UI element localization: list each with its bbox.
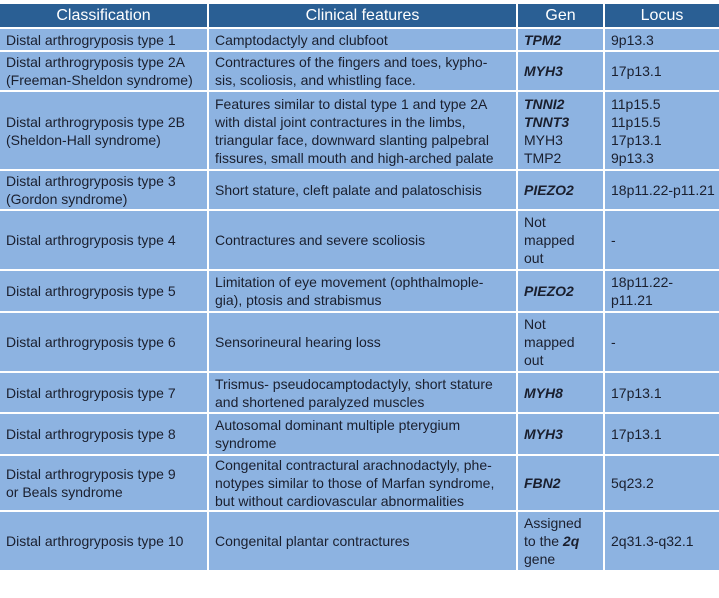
classification-cell: [0, 312, 208, 372]
gene-text: to the: [524, 533, 563, 549]
gene-cell: [517, 170, 604, 210]
header-clinical-features: Clinical features: [208, 4, 517, 28]
clinical-features-cell-line: gia), ptosis and strabismus: [215, 292, 382, 308]
gene-line: [524, 514, 597, 532]
gene-text: MYH3: [524, 131, 563, 148]
clinical-features-cell-line: Camptodactyly and clubfoot: [215, 31, 388, 48]
gene-text: mapped: [524, 232, 575, 248]
locus-cell-line: 18p11.22-p11.21: [611, 182, 715, 198]
clinical-features-cell: [208, 91, 517, 170]
classification-cell-line: (Sheldon-Hall syndrome): [6, 131, 161, 148]
clinical-features-cell-line: sis, scoliosis, and whistling face.: [215, 72, 416, 88]
table-row: [0, 170, 719, 210]
clinical-features-cell-line: Sensorineural hearing loss: [215, 334, 381, 350]
table-row: [0, 413, 719, 455]
clinical-features-cell: [208, 170, 517, 210]
clinical-features-cell-line: fissures, small mouth and high-arched palate: [215, 149, 494, 166]
locus-cell-line: -: [611, 334, 616, 350]
table-row: [0, 372, 719, 413]
table-row: [0, 270, 719, 312]
table-row: [0, 28, 719, 51]
gene-cell: [517, 51, 604, 91]
gene-text: gene: [524, 551, 556, 567]
clinical-features-cell-line: notypes similar to those of Marfan syndrome,: [215, 475, 495, 491]
gene-line: [524, 532, 597, 550]
gene-cell: [517, 270, 604, 312]
gene-text: FBN2: [524, 475, 561, 491]
gene-cell: [517, 372, 604, 413]
gene-line: [524, 62, 597, 80]
gene-text: TNNI2: [524, 95, 565, 112]
gene-text: 2q: [562, 533, 580, 549]
gene-line: [524, 315, 597, 333]
gene-line: [524, 95, 597, 113]
clinical-features-cell-line: but without cardiovascular abnormalities: [215, 493, 465, 509]
locus-cell-line: 17p13.1: [611, 63, 662, 79]
locus-cell: [604, 170, 719, 210]
gene-line: [524, 31, 597, 49]
classification-cell-line: Distal arthrogryposis type 3: [6, 173, 176, 189]
locus-cell-line: 17p13.1: [611, 384, 662, 401]
clinical-features-cell-line: Features similar to distal type 1 and type 2A: [215, 95, 488, 112]
table-row: [0, 51, 719, 91]
table-row: [0, 511, 719, 571]
clinical-features-cell-line: Contractures and severe scoliosis: [215, 232, 426, 248]
classification-cell: [0, 413, 208, 455]
classification-cell-line: Distal arthrogryposis type 2B: [6, 113, 185, 130]
locus-cell: [604, 28, 719, 51]
clinical-features-cell-line: Trismus- pseudocamptodactyly, short stature: [215, 375, 493, 392]
clinical-features-cell: [208, 372, 517, 413]
locus-cell: [604, 210, 719, 270]
locus-cell: [604, 270, 719, 312]
gene-cell: [517, 91, 604, 170]
gene-line: [524, 231, 597, 249]
clinical-features-cell-line: Short stature, cleft palate and palatoschisis: [215, 182, 482, 198]
clinical-features-cell: [208, 210, 517, 270]
classification-cell: [0, 210, 208, 270]
classification-cell-line: Distal arthrogryposis type 1: [6, 31, 176, 48]
gene-line: [524, 149, 597, 167]
clinical-features-cell-line: triangular face, downward slanting palpebral: [215, 131, 489, 148]
gene-line: [524, 113, 597, 131]
clinical-features-cell-line: and shortened paralyzed muscles: [215, 393, 425, 410]
table-row: [0, 91, 719, 170]
gene-text: MYH8: [524, 384, 563, 401]
classification-cell-line: Distal arthrogryposis type 5: [6, 283, 176, 299]
locus-cell: [604, 372, 719, 413]
locus-cell-line: 17p13.1: [611, 131, 662, 148]
header-classification: Classification: [0, 4, 208, 28]
clinical-features-cell-line: Autosomal dominant multiple pterygium: [215, 417, 461, 433]
classification-cell-line: Distal arthrogryposis type 6: [6, 334, 176, 350]
gene-line: [524, 474, 597, 492]
gene-line: [524, 282, 597, 300]
classification-cell: [0, 170, 208, 210]
gene-text: PIEZO2: [524, 182, 574, 198]
gene-text: Assigned: [524, 515, 582, 531]
locus-cell-line: 9p13.3: [611, 31, 654, 48]
classification-cell-line: Distal arthrogryposis type 7: [6, 384, 176, 401]
gene-line: [524, 425, 597, 443]
clinical-features-cell: [208, 511, 517, 571]
gene-line: [524, 384, 597, 402]
clinical-features-cell-line: Limitation of eye movement (ophthalmople-: [215, 274, 484, 290]
gene-text: out: [524, 250, 544, 266]
gene-text: TPM2: [524, 31, 562, 48]
locus-cell-line: 2q31.3-q32.1: [611, 533, 694, 549]
clinical-features-cell-line: Congenital plantar contractures: [215, 533, 410, 549]
classification-cell: [0, 91, 208, 170]
locus-cell: [604, 511, 719, 571]
clinical-features-cell: [208, 455, 517, 511]
locus-cell-line: 9p13.3: [611, 149, 654, 166]
locus-cell: [604, 91, 719, 170]
gene-text: mapped: [524, 334, 575, 350]
gene-line: [524, 550, 597, 568]
table-row: [0, 210, 719, 270]
gene-text: Not: [524, 214, 546, 230]
classification-cell-line: (Freeman-Sheldon syndrome): [6, 72, 193, 88]
classification-cell: [0, 270, 208, 312]
classification-cell-line: or Beals syndrome: [6, 484, 123, 500]
gene-line: [524, 213, 597, 231]
classification-cell: [0, 28, 208, 51]
classification-cell-line: Distal arthrogryposis type 8: [6, 426, 176, 442]
locus-cell-line: -: [611, 232, 616, 248]
classification-cell-line: Distal arthrogryposis type 9: [6, 466, 176, 482]
locus-cell: [604, 312, 719, 372]
locus-cell-line: 17p13.1: [611, 426, 662, 442]
clinical-features-cell-line: syndrome: [215, 435, 277, 451]
gene-text: MYH3: [524, 63, 563, 79]
clinical-features-cell: [208, 413, 517, 455]
locus-cell-line: 11p15.5: [611, 113, 661, 130]
gene-line: [524, 181, 597, 199]
gene-cell: [517, 413, 604, 455]
gene-cell: [517, 28, 604, 51]
locus-cell: [604, 455, 719, 511]
locus-cell-line: p11.21: [611, 292, 653, 308]
locus-cell-line: 5q23.2: [611, 475, 654, 491]
header-gene: Gen: [517, 4, 604, 28]
clinical-features-cell-line: with distal joint contractures in the limbs,: [215, 113, 466, 130]
table-row: [0, 455, 719, 511]
locus-cell: [604, 51, 719, 91]
gene-text: Not: [524, 316, 546, 332]
table-body: [0, 28, 719, 571]
clinical-features-cell-line: Congenital contractural arachnodactyly, phe-: [215, 457, 492, 473]
clinical-features-cell: [208, 312, 517, 372]
clinical-features-cell: [208, 270, 517, 312]
arthrogryposis-classification-table: [0, 4, 719, 572]
gene-text: TMP2: [524, 149, 562, 166]
classification-cell-line: Distal arthrogryposis type 10: [6, 533, 184, 549]
classification-cell: [0, 372, 208, 413]
clinical-features-cell-line: Contractures of the fingers and toes, kypho-: [215, 54, 488, 70]
gene-cell: [517, 455, 604, 511]
gene-text: MYH3: [524, 426, 563, 442]
table-row: [0, 312, 719, 372]
clinical-features-cell: [208, 28, 517, 51]
gene-text: out: [524, 352, 544, 368]
header-locus: Locus: [604, 4, 719, 28]
clinical-features-cell: [208, 51, 517, 91]
locus-cell-line: 18p11.22-: [611, 274, 674, 290]
classification-cell-line: (Gordon syndrome): [6, 191, 128, 207]
bottom-crop-edge: [0, 594, 719, 598]
gene-cell: [517, 511, 604, 571]
gene-text: TNNT3: [524, 113, 570, 130]
locus-cell: [604, 413, 719, 455]
gene-line: [524, 351, 597, 369]
gene-line: [524, 249, 597, 267]
classification-cell-line: Distal arthrogryposis type 4: [6, 232, 176, 248]
gene-line: [524, 333, 597, 351]
gene-line: [524, 131, 597, 149]
gene-cell: [517, 210, 604, 270]
gene-cell: [517, 312, 604, 372]
locus-cell-line: 11p15.5: [611, 95, 661, 112]
classification-cell: [0, 511, 208, 571]
header-row: [0, 4, 719, 28]
gene-text: PIEZO2: [524, 283, 574, 299]
classification-cell: [0, 51, 208, 91]
classification-cell-line: Distal arthrogryposis type 2A: [6, 54, 185, 70]
classification-cell: [0, 455, 208, 511]
